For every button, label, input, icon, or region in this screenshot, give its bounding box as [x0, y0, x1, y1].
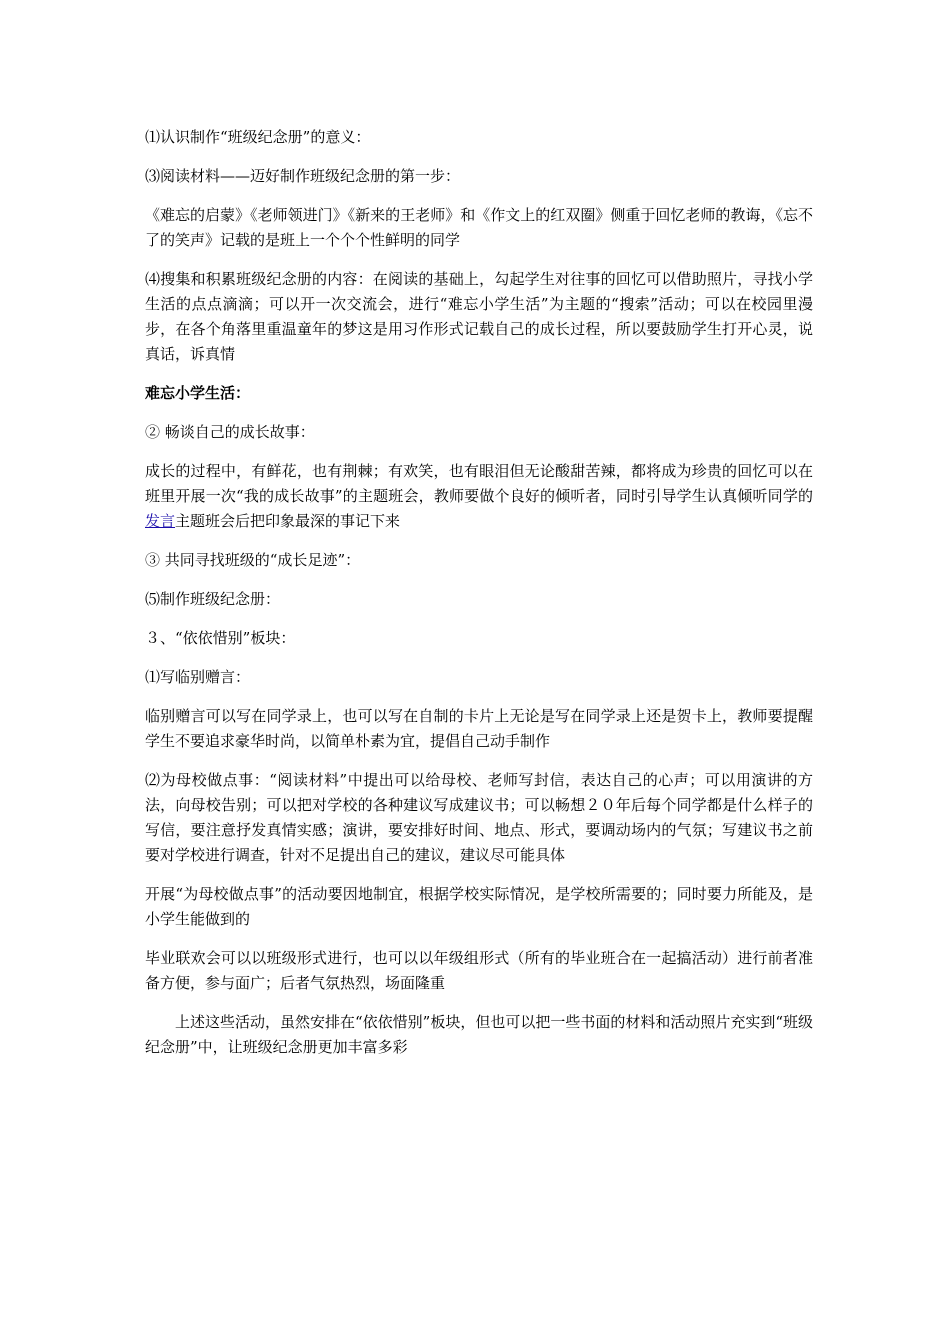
- growth-story-text-end: 主题班会后把印象最深的事记下来: [175, 512, 401, 530]
- farewell-section-heading: ３、“依依惜别”板块：: [145, 629, 296, 647]
- item-3-heading: ⑶阅读材料——迈好制作班级纪念册的第一步：: [145, 167, 461, 185]
- graduation-party-paragraph: 毕业联欢会可以以班级形式进行，也可以以年级组形式（所有的毕业班合在一起搞活动）进行前者准备方便，参与面广；后者气氛热烈，场面隆重: [145, 949, 813, 992]
- section-heading: 难忘小学生活：: [145, 384, 251, 402]
- school-service-note-paragraph: 开展“为母校做点事”的活动要因地制宜，根据学校实际情况，是学校所需要的；同时要力所能及，是小学生能做到的: [145, 885, 813, 928]
- farewell-words-heading: ⑴写临别赠言：: [145, 668, 251, 686]
- school-service-paragraph: ⑵为母校做点事：“阅读材料”中提出可以给母校、老师写封信，表达自己的心声；可以用演讲的方法，向母校告别；可以把对学校的各种建议写成建议书；可以畅想２０年后每个同学都是什么样子的写信，要注意抒发真情实感；演讲，要安排好时间、地点、形式，要调动场内的气氛；写建议书之前要对学校进行调查，针对不足提出自己的建议，建议尽可能具体: [145, 771, 813, 864]
- document-body: [145, 125, 813, 1060]
- speech-link[interactable]: 发言: [145, 512, 176, 530]
- growth-story-paragraph: [145, 459, 813, 534]
- closing-paragraph: 上述这些活动，虽然安排在“依依惜别”板块，但也可以把一些书面的材料和活动照片充实到“班级纪念册”中，让班级纪念册更加丰富多彩: [145, 1013, 814, 1056]
- reading-materials-paragraph: 《难忘的启蒙》《老师领进门》《新来的王老师》和《作文上的红双圈》侧重于回忆老师的教诲，《忘不了的笑声》记载的是班上一个个个性鲜明的同学: [145, 206, 813, 249]
- class-footprints-heading: ③ 共同寻找班级的“成长足迹”：: [145, 551, 361, 569]
- growth-story-text: 成长的过程中，有鲜花，也有荆棘；有欢笑，也有眼泪但无论酸甜苦辣，都将成为珍贵的回忆可以在班里开展一次“我的成长故事”的主题班会，教师要做个良好的倾听者，同时引导学生认真倾听同学的: [145, 462, 813, 505]
- farewell-words-paragraph: 临别赠言可以写在同学录上，也可以写在自制的卡片上无论是写在同学录上还是贺卡上，教师要提醒学生不要追求豪华时尚，以简单朴素为宜，提倡自己动手制作: [145, 707, 813, 750]
- item-5-heading: ⑸制作班级纪念册：: [145, 590, 281, 608]
- item-4-paragraph: ⑷搜集和积累班级纪念册的内容：在阅读的基础上，勾起学生对往事的回忆可以借助照片，寻找小学生活的点点滴滴；可以开一次交流会，进行“难忘小学生活”为主题的“搜索”活动；可以在校园里漫步，在各个角落里重温童年的梦这是用习作形式记载自己的成长过程，所以要鼓励学生打开心灵，说真话，诉真情: [145, 270, 813, 363]
- item-1-heading: ⑴认识制作“班级纪念册”的意义：: [145, 128, 371, 146]
- growth-story-heading: ② 畅谈自己的成长故事：: [145, 423, 315, 441]
